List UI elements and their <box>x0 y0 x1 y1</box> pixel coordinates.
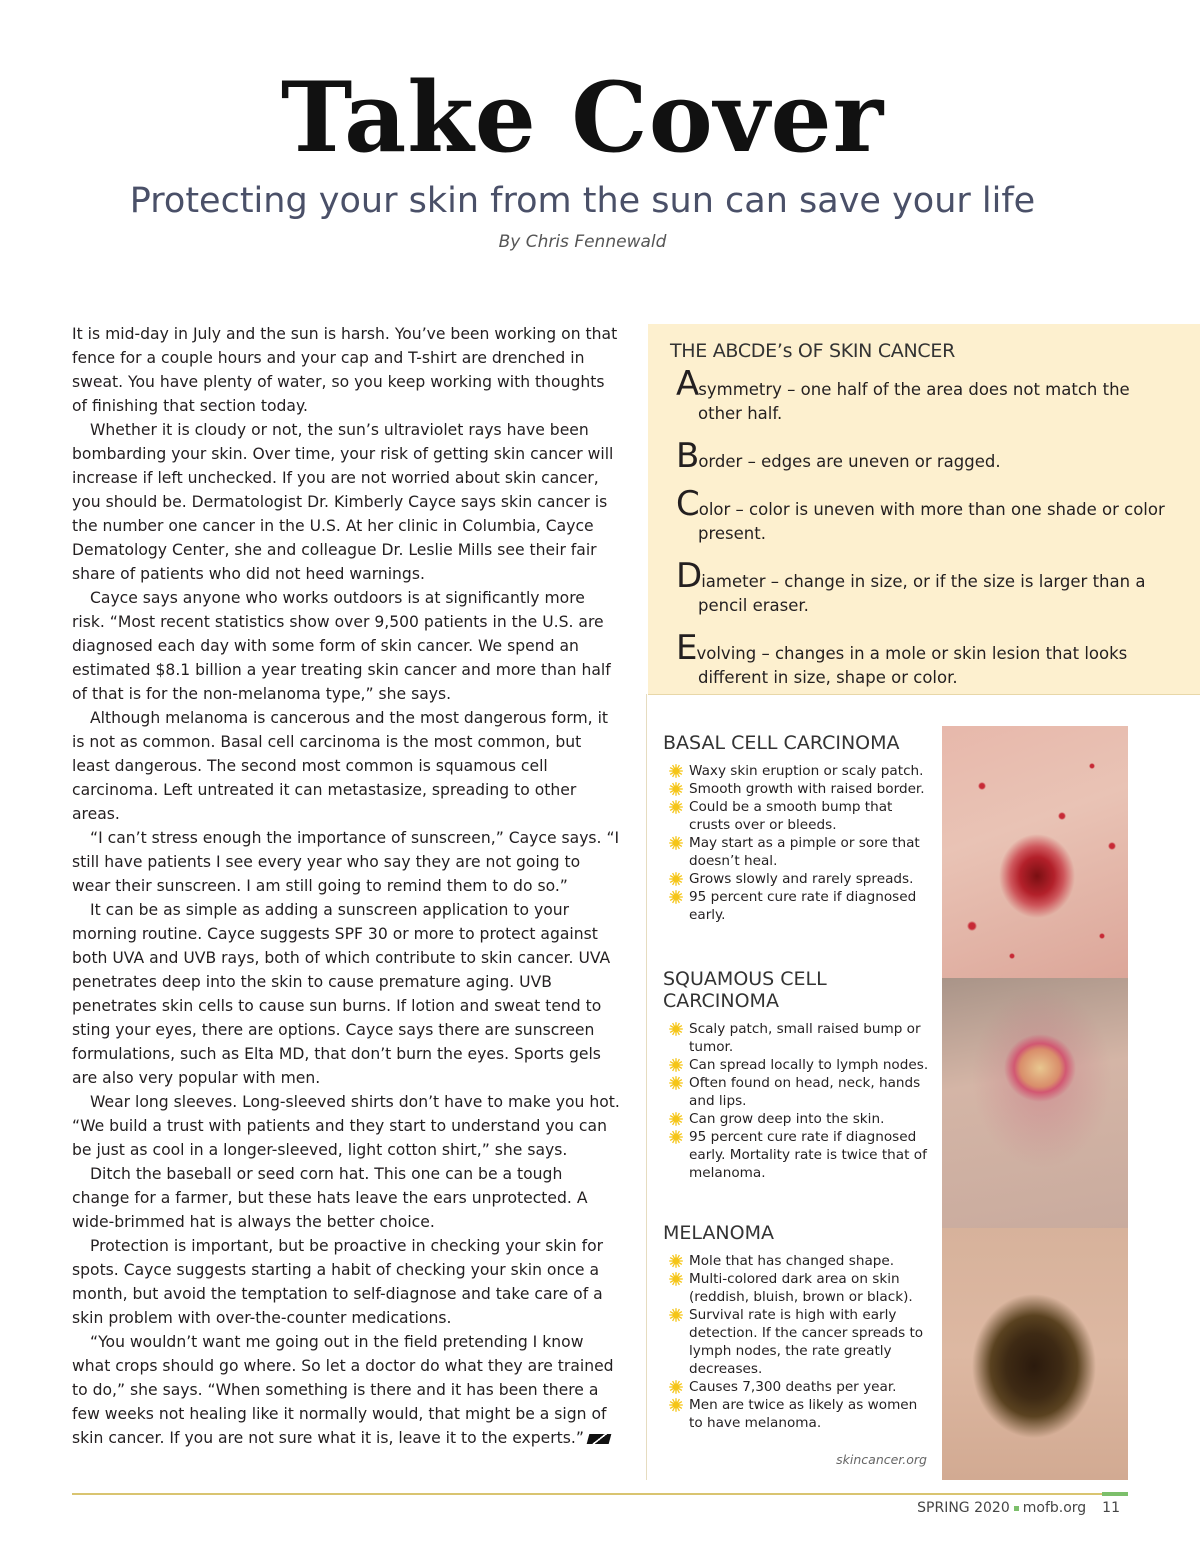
symptom-text: Multi-colored dark area on skin (reddish, bluish, brown or black). <box>689 1271 913 1305</box>
symptom-list-item <box>663 870 935 888</box>
article-paragraph-text: “You wouldn’t want me going out in the field pretending I know what crops should go where. So let a doctor do what they are trained to do,” she says. “When something is there and it has been there a few weeks not healing like it normally would, that might be a sign of skin cancer. If you are not sure what it is, leave it to the experts.” <box>72 1333 614 1447</box>
symptom-text: Could be a smooth bump that crusts over or bleeds. <box>689 799 893 833</box>
sidebar-divider <box>646 694 647 1480</box>
footer-rule <box>72 1493 1120 1495</box>
symptom-list-item <box>663 798 935 834</box>
abcde-sidebar <box>648 324 1200 695</box>
sun-bullet-icon <box>669 1398 683 1412</box>
abcde-text: olor – color is uneven with more than one shade or color present. <box>698 500 1165 543</box>
abcde-item <box>676 484 1176 546</box>
symptom-list-item <box>663 1306 935 1378</box>
symptom-list-item <box>663 762 935 780</box>
symptom-list-item <box>663 1378 935 1396</box>
abcde-item <box>676 364 1176 426</box>
footer-site: mofb.org <box>1022 1500 1087 1516</box>
article-subtitle: Protecting your skin from the sun can save your life <box>129 181 1036 221</box>
article-paragraph: Protection is important, but be proactive in checking your skin for spots. Cayce suggests starting a habit of checking your skin once a month, but avoid the temptation to self-diagnose and take care of a skin problem with over-the-counter medications. <box>72 1237 604 1327</box>
symptom-text: May start as a pimple or sore that doesn’t heal. <box>689 835 920 869</box>
article-body <box>72 322 620 1450</box>
symptom-text: 95 percent cure rate if diagnosed early. Mortality rate is twice that of melanoma. <box>689 1129 927 1181</box>
page-footer <box>700 1500 1120 1516</box>
symptom-text: Grows slowly and rarely spreads. <box>689 871 914 887</box>
basal-cell-title: BASAL CELL CARCINOMA <box>663 732 900 754</box>
symptom-list-item <box>663 888 935 924</box>
article-paragraph: Although melanoma is cancerous and the most dangerous form, it is not as common. Basal cell carcinoma is the most common, but least dangerous. The second most common is squamous cell carcinoma. Left untreated it can metastasize, spreading to other areas. <box>72 709 609 823</box>
sun-bullet-icon <box>669 1308 683 1322</box>
sun-bullet-icon <box>669 1272 683 1286</box>
article-last-paragraph <box>72 1330 620 1450</box>
symptom-list-item <box>663 1056 935 1074</box>
abcde-text: symmetry – one half of the area does not match the other half. <box>698 380 1130 423</box>
symptom-list-item <box>663 834 935 870</box>
melanoma-list <box>663 1252 935 1432</box>
footer-issue: SPRING 2020 <box>917 1500 1010 1516</box>
abcde-text: order – edges are uneven or ragged. <box>698 452 1001 471</box>
square-bullet-icon <box>1014 1506 1019 1511</box>
symptom-list-item <box>663 1074 935 1110</box>
sun-bullet-icon <box>669 782 683 796</box>
symptom-text: Often found on head, neck, hands and lips. <box>689 1075 921 1109</box>
melanoma-title: MELANOMA <box>663 1222 774 1244</box>
article-paragraph: Wear long sleeves. Long-sleeved shirts don’t have to make you hot. “We build a trust with patients and they start to understand you can be just as cool in a longer-sleeved, light cotton shirt,” she says. <box>72 1093 620 1159</box>
symptom-text: Survival rate is high with early detection. If the cancer spreads to lymph nodes, the rate greatly decreases. <box>689 1307 924 1377</box>
abcde-list <box>676 364 1176 708</box>
abcde-item <box>676 628 1176 690</box>
squamous-cell-photo <box>942 978 1128 1228</box>
symptom-text: 95 percent cure rate if diagnosed early. <box>689 889 917 923</box>
abcde-letter: C <box>676 484 699 524</box>
article-paragraph: Ditch the baseball or seed corn hat. This one can be a tough change for a farmer, but these hats leave the ears unprotected. A wide-brimmed hat is always the better choice. <box>72 1165 588 1231</box>
article-paragraph: It is mid-day in July and the sun is harsh. You’ve been working on that fence for a couple hours and your cap and T-shirt are drenched in sweat. You have plenty of water, so you keep working with thoughts of finishing that section today. <box>72 325 618 415</box>
article-title: Take Cover <box>280 61 885 174</box>
abcde-letter: D <box>676 556 702 596</box>
symptom-list-item <box>663 1396 935 1432</box>
symptom-text: Mole that has changed shape. <box>689 1253 895 1269</box>
symptom-text: Scaly patch, small raised bump or tumor. <box>689 1021 921 1055</box>
melanoma-section <box>663 1222 935 1432</box>
basal-cell-list <box>663 762 935 924</box>
symptom-list-item <box>663 1110 935 1128</box>
article-paragraph: Whether it is cloudy or not, the sun’s ultraviolet rays have been bombarding your skin. Over time, your risk of getting skin cancer will increase if left unchecked. If you are not worried about skin cancer, you should be. Dermatologist Dr. Kimberly Cayce says skin cancer is the number one cancer in the U.S. At her clinic in Columbia, Cayce Dematology Center, she and colleague Dr. Leslie Mills see their fair share of patients who did not heed warnings. <box>72 421 614 583</box>
sun-bullet-icon <box>669 836 683 850</box>
squamous-cell-section <box>663 968 935 1182</box>
sun-bullet-icon <box>669 1076 683 1090</box>
basal-cell-photo <box>942 726 1128 978</box>
article-paragraph: It can be as simple as adding a sunscreen application to your morning routine. Cayce suggests SPF 30 or more to protect against both UVA and UVB rays, both of which contribute to skin cancer. UVA penetrates deep into the skin to cause premature aging. UVB penetrates skin cells to cause sun burns. If lotion and sweat tend to sting your eyes, there are options. Cayce says there are sunscreen formulations, such as Elta MD, that don’t burn the eyes. Sports gels are also very popular with men. <box>72 901 611 1087</box>
sun-bullet-icon <box>669 872 683 886</box>
sun-bullet-icon <box>669 890 683 904</box>
end-mark-icon <box>587 1434 612 1444</box>
basal-cell-section <box>663 732 935 924</box>
symptom-text: Can spread locally to lymph nodes. <box>689 1057 929 1073</box>
abcde-letter: B <box>676 436 699 476</box>
squamous-cell-title: SQUAMOUS CELL CARCINOMA <box>663 968 827 1012</box>
source-credit: skincancer.org <box>836 1452 927 1467</box>
symptom-list-item <box>663 1128 935 1182</box>
symptom-text: Waxy skin eruption or scaly patch. <box>689 763 924 779</box>
article-paragraph: Cayce says anyone who works outdoors is at significantly more risk. “Most recent statistics show over 9,500 patients in the U.S. are diagnosed each day with some form of skin cancer. We spend an estimated $8.1 billion a year treating skin cancer and more than half of that is for the non-melanoma type,” she says. <box>72 589 611 703</box>
abcde-letter: E <box>676 628 697 668</box>
sun-bullet-icon <box>669 1380 683 1394</box>
symptom-list-item <box>663 1252 935 1270</box>
footer-accent <box>1102 1492 1128 1496</box>
symptom-text: Can grow deep into the skin. <box>689 1111 885 1127</box>
symptom-list-item <box>663 780 935 798</box>
sun-bullet-icon <box>669 1112 683 1126</box>
abcde-item <box>676 436 1176 476</box>
sun-bullet-icon <box>669 1022 683 1036</box>
sun-bullet-icon <box>669 800 683 814</box>
byline: By Chris Fennewald <box>498 232 667 252</box>
symptom-text: Smooth growth with raised border. <box>689 781 925 797</box>
abcde-letter: A <box>676 364 699 404</box>
squamous-cell-list <box>663 1020 935 1182</box>
symptom-list-item <box>663 1020 935 1056</box>
abcde-title: THE ABCDE’s OF SKIN CANCER <box>670 340 955 362</box>
article-paragraph: “I can’t stress enough the importance of sunscreen,” Cayce says. “I still have patients I see every year who say they are not going to wear their sunscreen. I am still going to remind them to do so.” <box>72 829 620 895</box>
abcde-text: volving – changes in a mole or skin lesion that looks different in size, shape or color. <box>696 644 1128 687</box>
sun-bullet-icon <box>669 764 683 778</box>
symptom-text: Men are twice as likely as women to have melanoma. <box>689 1397 918 1431</box>
abcde-item <box>676 556 1176 618</box>
sun-bullet-icon <box>669 1254 683 1268</box>
sun-bullet-icon <box>669 1130 683 1144</box>
melanoma-photo <box>942 1228 1128 1480</box>
symptom-list-item <box>663 1270 935 1306</box>
abcde-text: iameter – change in size, or if the size is larger than a pencil eraser. <box>698 572 1146 615</box>
page-number: 11 <box>1102 1500 1120 1516</box>
sun-bullet-icon <box>669 1058 683 1072</box>
symptom-text: Causes 7,300 deaths per year. <box>689 1379 897 1395</box>
